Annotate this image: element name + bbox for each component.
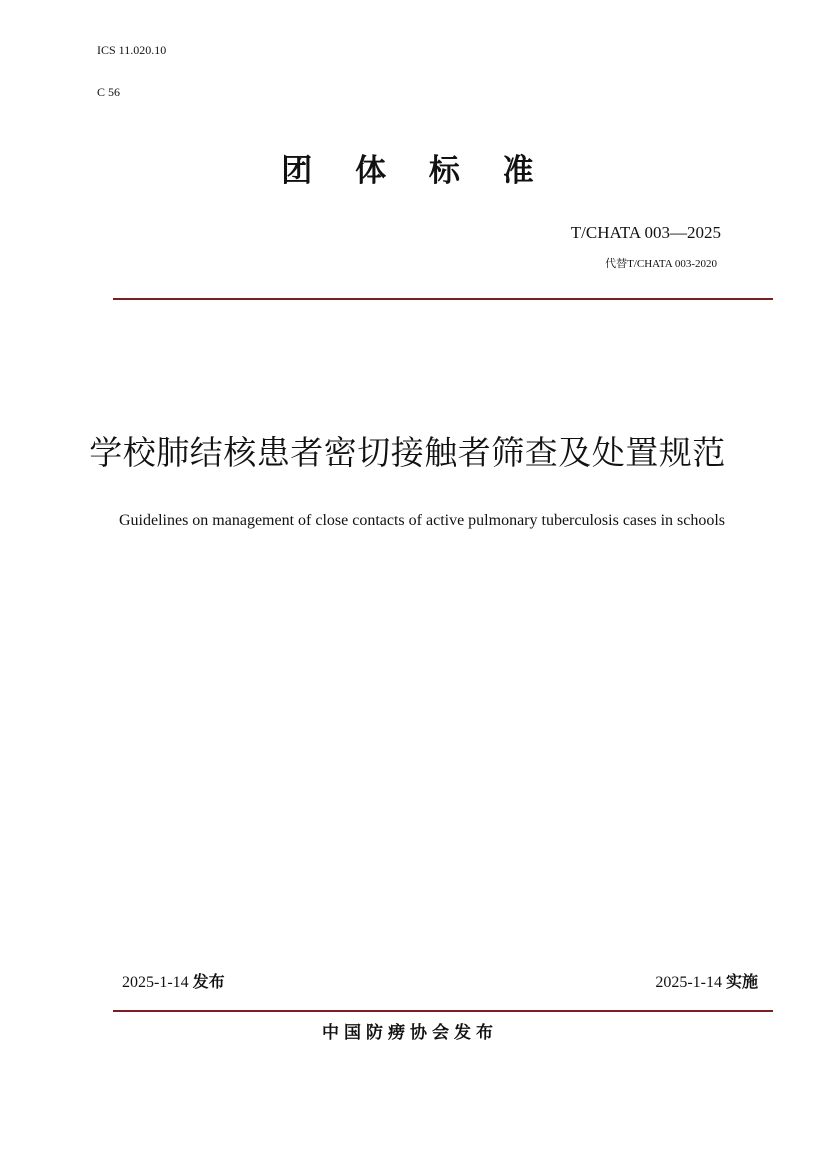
standard-type-heading: 团 体 标 准	[281, 153, 550, 189]
implementation-date	[655, 971, 758, 994]
publisher: 中国防痨协会发布	[322, 1023, 498, 1043]
issue-date-value: 2025-1-14	[122, 974, 189, 991]
issue-date-label: 发布	[192, 972, 225, 991]
replaced-standard-number: 代替T/CHATA 003-2020	[605, 258, 717, 270]
ccs-code: C 56	[97, 85, 121, 99]
implementation-date-label: 实施	[725, 972, 758, 991]
ics-code: ICS 11.020.10	[97, 43, 167, 57]
english-title: Guidelines on management of close contacts of active pulmonary tuberculosis cases in schools	[118, 512, 726, 529]
issue-date	[122, 971, 225, 994]
bottom-divider	[113, 1010, 773, 1012]
standard-number: T/CHATA 003—2025	[570, 223, 721, 242]
implementation-date-value: 2025-1-14	[655, 974, 722, 991]
top-divider	[113, 298, 773, 300]
chinese-title: 学校肺结核患者密切接触者筛查及处置规范	[89, 433, 726, 472]
